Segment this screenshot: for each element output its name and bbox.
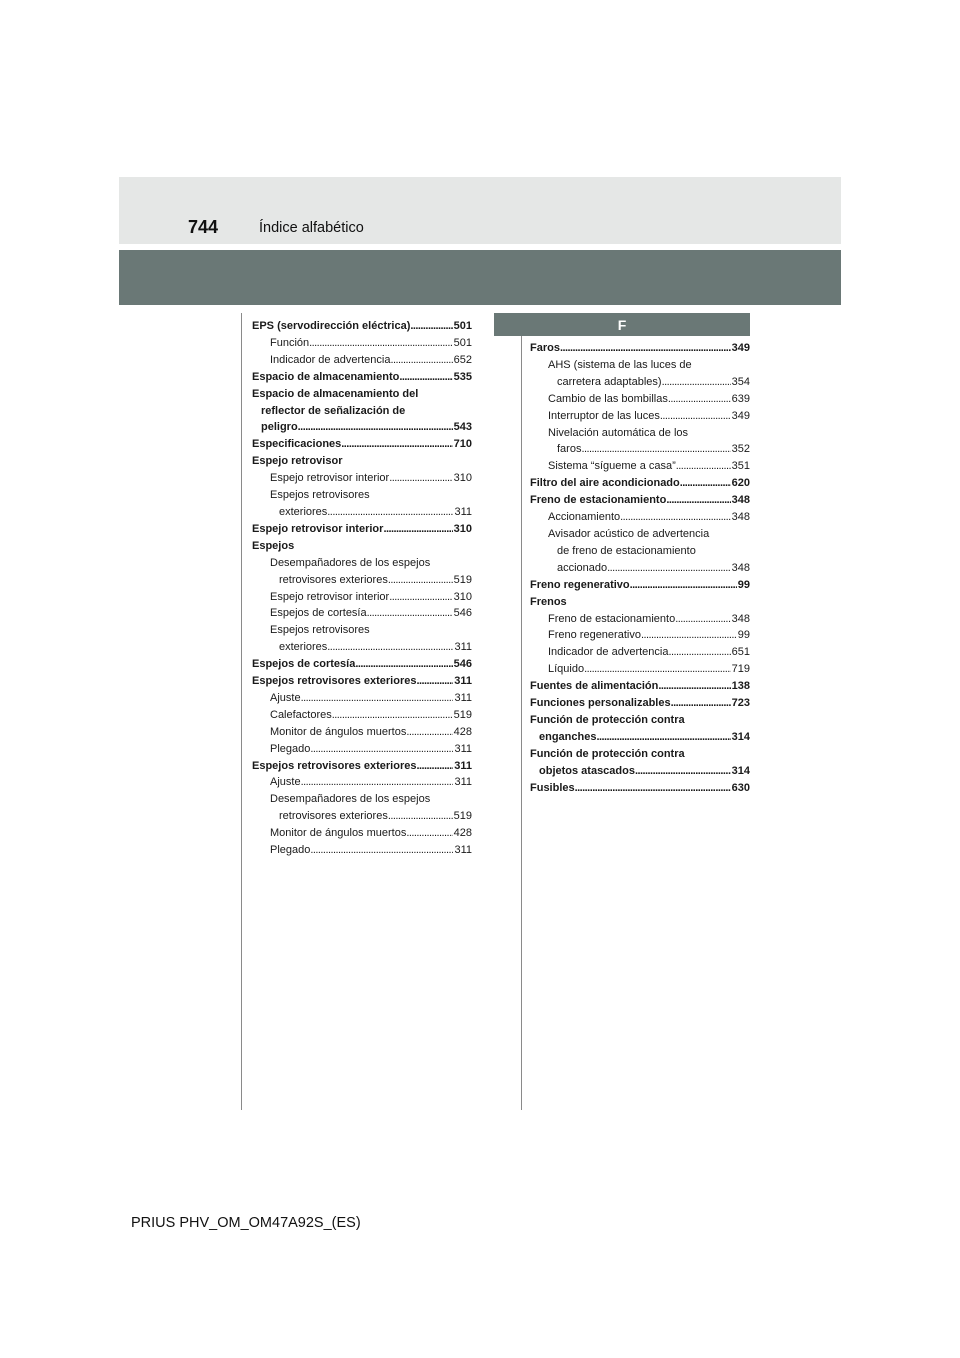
index-entry xyxy=(252,622,472,639)
index-entry xyxy=(252,741,472,758)
index-entry-page[interactable]: 311 xyxy=(454,691,472,704)
index-entry-page[interactable]: 138 xyxy=(731,680,750,693)
index-entry-text: Especificaciones xyxy=(252,438,342,451)
index-entry-text: Avisador acústico de advertencia xyxy=(548,527,710,540)
dot-leader xyxy=(620,509,730,526)
index-entry-page[interactable]: 652 xyxy=(453,353,472,366)
dot-leader xyxy=(416,673,453,690)
index-entry-page[interactable]: 349 xyxy=(731,342,750,354)
index-column-right xyxy=(530,340,750,796)
index-entry xyxy=(252,690,472,707)
index-entry-text: retrovisores exteriores xyxy=(279,573,388,586)
index-entry-page[interactable]: 428 xyxy=(453,827,472,840)
dot-leader xyxy=(607,560,730,577)
index-entry-text: Faros xyxy=(530,342,560,354)
index-entry-text: Ajuste xyxy=(270,691,301,704)
index-entry-text: Espacio de almacenamiento del xyxy=(252,387,419,400)
index-entry xyxy=(530,391,750,408)
index-entry xyxy=(530,780,750,797)
index-entry xyxy=(530,611,750,628)
index-entry-text: Ajuste xyxy=(270,776,301,789)
index-entry-text: Espejo retrovisor interior xyxy=(252,522,384,535)
index-entry xyxy=(252,605,472,622)
index-entry-page[interactable]: 349 xyxy=(731,409,750,422)
index-entry xyxy=(252,774,472,791)
index-entry-page[interactable]: 310 xyxy=(453,522,472,535)
index-entry xyxy=(252,656,472,673)
dot-leader xyxy=(635,763,731,780)
index-entry-page[interactable]: 311 xyxy=(454,776,472,789)
dot-leader xyxy=(680,475,731,492)
index-column-left xyxy=(252,318,472,859)
index-entry-text: Plegado xyxy=(270,742,311,755)
column-divider-left xyxy=(241,313,242,1110)
dot-leader xyxy=(310,842,453,859)
section-title: Índice alfabético xyxy=(259,220,364,236)
dot-leader xyxy=(341,436,452,453)
index-entry-text: Frenos xyxy=(530,595,567,608)
dot-leader xyxy=(383,521,452,538)
index-entry xyxy=(530,627,750,644)
index-entry-page[interactable]: 546 xyxy=(453,658,472,671)
dot-leader xyxy=(388,808,453,825)
index-entry-text: Desempañadores de los espejos xyxy=(270,556,431,569)
index-entry xyxy=(530,695,750,712)
index-entry xyxy=(530,509,750,526)
index-entry-page[interactable]: 310 xyxy=(453,590,472,603)
index-entry xyxy=(252,318,472,335)
index-entry-page[interactable]: 651 xyxy=(731,646,750,659)
index-entry xyxy=(252,403,472,420)
index-entry xyxy=(530,678,750,695)
dot-leader xyxy=(584,661,731,678)
index-entry-text: Espejos de cortesía xyxy=(252,658,356,671)
index-entry-text: Cambio de las bombillas xyxy=(548,392,668,405)
index-entry-page[interactable]: 311 xyxy=(454,844,472,857)
index-entry-text: Interruptor de las luces xyxy=(548,409,660,422)
index-entry xyxy=(530,340,750,357)
index-entry-text: Espejos retrovisores xyxy=(270,489,370,502)
index-entry xyxy=(252,572,472,589)
index-entry-text: peligro xyxy=(261,421,298,434)
dot-leader xyxy=(309,335,453,352)
index-entry-text: reflector de señalización de xyxy=(261,404,406,417)
index-entry xyxy=(252,808,472,825)
index-entry-text: Espejo retrovisor interior xyxy=(270,590,390,603)
dot-leader xyxy=(399,369,452,386)
dot-leader xyxy=(327,639,453,656)
dot-leader xyxy=(389,589,452,606)
dot-leader xyxy=(671,695,731,712)
index-entry xyxy=(252,419,472,436)
index-entry xyxy=(252,555,472,572)
index-entry-text: exteriores xyxy=(279,641,328,654)
index-entry xyxy=(530,441,750,458)
index-entry-page[interactable]: 620 xyxy=(731,477,750,490)
index-entry-page[interactable]: 519 xyxy=(453,708,472,721)
index-entry-text: faros xyxy=(557,443,582,456)
index-entry-page[interactable]: 630 xyxy=(731,781,750,794)
dot-leader xyxy=(367,605,453,622)
index-entry xyxy=(530,357,750,374)
index-entry-page[interactable]: 348 xyxy=(731,511,750,524)
index-entry-page[interactable]: 351 xyxy=(731,460,750,473)
index-entry xyxy=(530,661,750,678)
index-entry-text: Función de protección contra xyxy=(530,713,685,726)
dot-leader xyxy=(332,707,453,724)
index-entry xyxy=(530,458,750,475)
index-entry xyxy=(530,475,750,492)
index-entry-text: Monitor de ángulos muertos xyxy=(270,827,407,840)
index-entry-text: Nivelación automática de los xyxy=(548,426,689,439)
dot-leader xyxy=(575,780,731,797)
dot-leader xyxy=(668,391,731,408)
index-entry-page[interactable]: 348 xyxy=(731,494,750,507)
index-entry-text: Indicador de advertencia xyxy=(270,353,391,366)
index-entry-text: carretera adaptables) xyxy=(557,375,662,388)
index-entry-page[interactable]: 311 xyxy=(454,759,472,772)
dot-leader xyxy=(298,419,453,436)
dot-leader xyxy=(310,741,453,758)
index-entry-page[interactable]: 428 xyxy=(453,725,472,738)
index-entry xyxy=(530,374,750,391)
index-entry-page[interactable]: 519 xyxy=(453,810,472,823)
index-entry-page[interactable]: 311 xyxy=(454,675,472,688)
dot-leader xyxy=(666,492,730,509)
index-entry-page[interactable]: 348 xyxy=(731,561,750,574)
index-entry-text: AHS (sistema de las luces de xyxy=(548,358,692,371)
index-entry-page[interactable]: 311 xyxy=(454,505,472,518)
index-entry-text: Sistema “sígueme a casa” xyxy=(548,460,676,473)
index-entry xyxy=(252,521,472,538)
dot-leader xyxy=(676,458,731,475)
index-entry xyxy=(252,386,472,403)
index-entry-text: Espacio de almacenamiento xyxy=(252,370,400,383)
dot-leader xyxy=(581,441,730,458)
index-entry xyxy=(252,639,472,656)
index-entry-text: de freno de estacionamiento xyxy=(557,544,696,557)
index-entry-text: Espejos retrovisores exteriores xyxy=(252,759,417,772)
index-entry xyxy=(252,673,472,690)
index-entry-page[interactable]: 310 xyxy=(453,472,472,485)
index-entry-text: Desempañadores de los espejos xyxy=(270,793,431,806)
index-entry xyxy=(530,425,750,442)
index-entry-page[interactable]: 348 xyxy=(731,612,750,625)
index-entry-text: objetos atascados xyxy=(539,764,635,777)
index-entry-text: Espejos retrovisores xyxy=(270,624,370,637)
index-entry-text: Función de protección contra xyxy=(530,747,685,760)
dot-leader xyxy=(660,408,731,425)
index-entry-text: Espejos de cortesía xyxy=(270,607,367,620)
index-entry-page[interactable]: 710 xyxy=(453,438,472,451)
index-entry-text: enganches xyxy=(539,730,597,743)
index-entry-page[interactable]: 719 xyxy=(731,663,750,676)
index-entry-page[interactable]: 501 xyxy=(453,320,472,332)
index-entry xyxy=(252,589,472,606)
index-entry xyxy=(530,560,750,577)
index-entry-page[interactable]: 519 xyxy=(453,573,472,586)
header-dark-band xyxy=(119,250,841,305)
index-entry-page[interactable]: 543 xyxy=(453,421,472,434)
index-entry xyxy=(252,842,472,859)
dot-leader xyxy=(355,656,452,673)
index-entry-text: Freno regenerativo xyxy=(530,578,630,591)
index-entry-page[interactable]: 354 xyxy=(731,375,750,388)
index-entry xyxy=(252,470,472,487)
dot-leader xyxy=(560,340,731,357)
index-entry-text: accionado xyxy=(557,561,608,574)
index-entry-text: Líquido xyxy=(548,663,585,676)
dot-leader xyxy=(390,352,452,369)
letter-heading: F xyxy=(494,313,750,336)
index-entry xyxy=(252,335,472,352)
header-band xyxy=(119,177,841,244)
index-entry xyxy=(252,504,472,521)
index-entry-page[interactable]: 311 xyxy=(454,742,472,755)
index-entry xyxy=(530,763,750,780)
dot-leader xyxy=(675,611,730,628)
index-entry-text: EPS (servodirección eléctrica) xyxy=(252,320,411,332)
index-entry-text: Fuentes de alimentación xyxy=(530,680,659,693)
index-entry xyxy=(252,453,472,470)
index-entry-text: Funciones personalizables xyxy=(530,697,671,710)
index-entry xyxy=(530,594,750,611)
index-entry xyxy=(252,538,472,555)
index-entry xyxy=(252,352,472,369)
index-entry xyxy=(530,543,750,560)
index-entry-page[interactable]: 546 xyxy=(453,607,472,620)
index-entry xyxy=(530,746,750,763)
index-entry-page[interactable]: 352 xyxy=(731,443,750,456)
index-entry-text: Fusibles xyxy=(530,781,575,794)
index-entry xyxy=(530,644,750,661)
index-entry-text: Indicador de advertencia xyxy=(548,646,669,659)
dot-leader xyxy=(641,627,737,644)
index-entry-text: Espejos retrovisores exteriores xyxy=(252,675,417,688)
dot-leader xyxy=(301,690,454,707)
index-entry-text: Espejo retrovisor xyxy=(252,455,343,468)
index-entry xyxy=(252,825,472,842)
index-entry-text: Filtro del aire acondicionado xyxy=(530,477,680,490)
index-entry-text: Plegado xyxy=(270,844,311,857)
index-entry xyxy=(252,369,472,386)
index-entry xyxy=(530,577,750,594)
dot-leader xyxy=(596,729,730,746)
dot-leader xyxy=(658,678,730,695)
index-entry-text: Calefactores xyxy=(270,708,332,721)
index-entry-page[interactable]: 99 xyxy=(737,629,750,642)
index-entry xyxy=(252,436,472,453)
dot-leader xyxy=(388,572,453,589)
index-entry-text: Freno de estacionamiento xyxy=(530,494,667,507)
index-entry-text: Espejos xyxy=(252,539,295,552)
index-entry-page[interactable]: 723 xyxy=(731,697,750,710)
dot-leader xyxy=(662,374,731,391)
index-entry-text: Monitor de ángulos muertos xyxy=(270,725,407,738)
index-entry-page[interactable]: 99 xyxy=(737,578,750,591)
index-entry xyxy=(252,758,472,775)
dot-leader xyxy=(301,774,454,791)
dot-leader xyxy=(630,577,737,594)
dot-leader xyxy=(410,318,452,335)
index-entry xyxy=(530,729,750,746)
index-entry xyxy=(530,408,750,425)
dot-leader xyxy=(406,825,452,842)
index-entry-text: Espejo retrovisor interior xyxy=(270,472,390,485)
index-entry xyxy=(530,492,750,509)
index-entry xyxy=(252,707,472,724)
dot-leader xyxy=(668,644,730,661)
dot-leader xyxy=(389,470,452,487)
index-entry-text: exteriores xyxy=(279,505,328,518)
dot-leader xyxy=(416,758,453,775)
dot-leader xyxy=(406,724,452,741)
index-entry-text: retrovisores exteriores xyxy=(279,810,388,823)
dot-leader xyxy=(327,504,453,521)
index-entry xyxy=(252,487,472,504)
index-entry-text: Freno regenerativo xyxy=(548,629,641,642)
index-entry-text: Accionamiento xyxy=(548,511,621,524)
index-entry-page[interactable]: 311 xyxy=(454,641,472,654)
index-entry-page[interactable]: 501 xyxy=(453,336,472,349)
index-entry xyxy=(252,791,472,808)
index-entry-page[interactable]: 314 xyxy=(731,764,750,777)
index-entry-page[interactable]: 314 xyxy=(731,730,750,743)
column-divider-right xyxy=(521,313,522,1110)
index-entry xyxy=(530,712,750,729)
index-entry-page[interactable]: 535 xyxy=(453,370,472,383)
index-entry-page[interactable]: 639 xyxy=(731,392,750,405)
footer-code: PRIUS PHV_OM_OM47A92S_(ES) xyxy=(131,1215,361,1231)
index-entry xyxy=(530,526,750,543)
index-entry-text: Freno de estacionamiento xyxy=(548,612,676,625)
page-number: 744 xyxy=(188,217,219,237)
index-entry xyxy=(252,724,472,741)
index-entry-text: Función xyxy=(270,336,310,349)
